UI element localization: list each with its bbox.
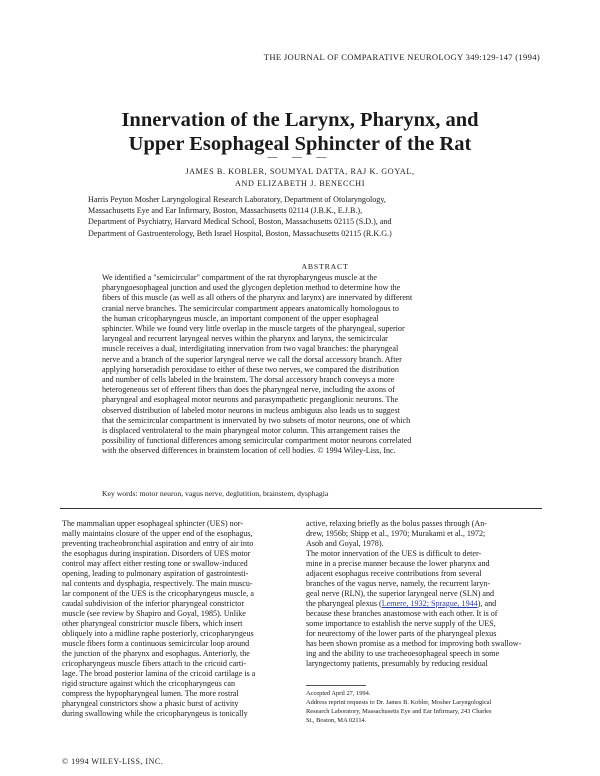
body-line: ing and the ability to use tracheoesophageal speech in some xyxy=(306,649,500,658)
abstract-line: muscle receives a dual, interdigitating innervation from two vagal branches: the pharyngeal xyxy=(102,344,399,354)
affiliation-line: Massachusetts Eye and Ear Infirmary, Boston, Massachusetts 02114 (J.B.K., E.J.B.), xyxy=(88,206,363,216)
footnote-line: Research Laboratory, Massachusetts Eye and Ear Infirmary, 243 Charles xyxy=(306,708,492,715)
body-line: for neurectomy of the lower parts of the pharyngeal plexus xyxy=(306,629,497,638)
abstract-line: sphincter. While we found very little overlap in the muscle targets of the pharyngeal, superior xyxy=(102,324,405,334)
body-line: pharyngeal constrictors show a phasic burst of activity xyxy=(62,699,239,708)
journal-header: THE JOURNAL OF COMPARATIVE NEUROLOGY 349:129-147 (1994) xyxy=(263,52,540,62)
affiliation-line: Harris Peyton Mosher Laryngological Research Laboratory, Department of Otolaryngology, xyxy=(88,195,386,204)
body-line: muscle (see review by Shapiro and Goyal, 1985). Unlike xyxy=(62,609,246,618)
affiliation-line: Department of Gastroenterology, Beth Israel Hospital, Boston, Massachusetts 02115 (R.K.G.) xyxy=(88,228,392,238)
body-line: drew, 1956b; Shipp et al., 1970; Murakami et al., 1972; xyxy=(306,529,486,538)
footnote xyxy=(306,689,538,725)
affiliation-line: Department of Psychiatry, Harvard Medical School, Boston, Massachusetts 02115 (S.D.), and xyxy=(88,217,392,227)
abstract-line: We identified a "semicircular" compartment of the rat thyropharyngeus muscle at the xyxy=(102,273,377,282)
author-line: AND ELIZABETH J. BENECCHI xyxy=(234,179,366,188)
title-separator: — — — xyxy=(267,152,333,163)
body-line: obliquely into a midline raphe posteriorly, cricopharyngeus xyxy=(62,629,254,638)
body-line: because these branches anastomose with each other. It is of xyxy=(306,609,498,618)
abstract-line: that the semicircular compartment is innervated by two subsets of motor neurons, one of which xyxy=(102,415,411,425)
body-line: has been shown promise as a method for improving both swallow- xyxy=(306,639,522,648)
body-line: mine in a precise manner because the lower pharynx and xyxy=(306,559,490,568)
body-line: some importance to establish the nerve supply of the UES, xyxy=(306,619,496,628)
footnote-divider xyxy=(306,685,366,686)
body-line: during swallowing while the cricopharyngeus is tonically xyxy=(62,709,248,718)
body-line: other pharyngeal constrictor muscle fibers, which insert xyxy=(62,619,243,628)
body-line: lage. The broad posterior lamina of the cricoid cartilage is a xyxy=(62,669,256,678)
abstract-line: cranial nerve branches. The semicircular compartment appears anatomically homologous to xyxy=(102,303,399,313)
copyright-notice: © 1994 WILEY-LISS, INC. xyxy=(62,757,164,766)
author-line: JAMES B. KOBLER, SOUMYAL DATTA, RAJ K. GOYAL, xyxy=(185,167,415,176)
citation-link[interactable]: Lemere, 1932; Sprague, 1944 xyxy=(381,599,478,608)
body-line: The mammalian upper esophageal sphincter (UES) nor- xyxy=(62,519,243,528)
body-line: the junction of the pharynx and esophagus. Anteriorly, the xyxy=(62,649,250,658)
footnote-line: Address reprint requests to Dr. James B. Kobler, Mosher Laryngological xyxy=(306,699,492,706)
title-line: Innervation of the Larynx, Pharynx, and xyxy=(121,109,479,131)
body-line: compress the hypopharyngeal lumen. The more rostral xyxy=(62,689,239,698)
title-line: Upper Esophageal Sphincter of the Rat xyxy=(128,133,472,155)
abstract-body xyxy=(102,273,542,457)
abstract-line: with the observed differences in brainstem location of cell bodies. © 1994 Wiley-Liss, Inc. xyxy=(102,446,396,456)
body-line: rigid structure against which the cricopharyngeus can xyxy=(62,679,236,688)
body-column-right xyxy=(306,519,534,669)
body-line: caudal subdivision of the inferior pharyngeal constrictor xyxy=(62,599,245,608)
body-line: active, relaxing briefly as the bolus passes through (An- xyxy=(306,519,487,528)
body-line: nal contents and dysphagia, respectively. The main muscu- xyxy=(62,579,253,588)
body-line: cricopharyngeus muscle fibers attach to the cricoid carti- xyxy=(62,659,247,668)
article-title xyxy=(60,108,540,156)
body-line: the esophagus during inspiration. Disorders of UES motor xyxy=(62,549,251,558)
body-text: ), and xyxy=(477,599,497,608)
abstract-heading: ABSTRACT xyxy=(301,262,349,271)
keywords: Key words: motor neuron, vagus nerve, deglutition, brainstem, dysphagia xyxy=(102,489,329,498)
body-line: geal nerve (RLN), the superior laryngeal nerve (SLN) and xyxy=(306,589,495,598)
body-line: lar component of the UES is the cricopharyngeus muscle, a xyxy=(62,589,254,598)
body-line: opening, leading to pulmonary aspiration of gastrointesti- xyxy=(62,569,249,578)
body-line: preventing tracheobronchial aspiration and entry of air into xyxy=(62,539,254,548)
abstract-line: the human cricopharyngeus muscle, an important component of the upper esophageal xyxy=(102,313,379,323)
abstract-line: nerve and a branch of the superior laryngeal nerve we call the dorsal accessory branch. After xyxy=(102,354,402,364)
body-column-left xyxy=(62,519,290,719)
abstract-line: pharyngeal and esophageal motor neurons and parasympathetic preganglionic neurons. The xyxy=(102,395,399,405)
abstract-line: observed distribution of labeled motor neurons in nucleus ambiguus also leads us to suggest xyxy=(102,405,400,415)
body-line: control may affect either resting tone or swallow-induced xyxy=(62,559,248,568)
affiliations xyxy=(88,194,548,239)
body-line: Asoh and Goyal, 1978). xyxy=(306,539,384,548)
abstract-line: laryngeal and recurrent laryngeal nerves within the pharynx and larynx, the semicircular xyxy=(102,334,388,344)
abstract-line: pharyngoesophageal junction and used the glycogen depletion method to determine how the xyxy=(102,283,401,293)
body-line: laryngectomy patients, presumably by reducing residual xyxy=(306,659,488,668)
body-text: the pharyngeal plexus ( xyxy=(306,599,382,608)
body-line: adjacent esophagus receive contributions from several xyxy=(306,569,482,578)
abstract-line: fibers of this muscle (as well as all others of the pharynx and larynx) are innervated by different xyxy=(102,293,413,303)
body-line: The motor innervation of the UES is difficult to deter- xyxy=(306,549,482,558)
body-line: muscle fibers form a continuous semicircular loop around xyxy=(62,639,250,648)
abstract-line: possibility of functional differences among semicircular compartment motor neurons correlated xyxy=(102,436,412,446)
section-divider xyxy=(60,508,542,509)
abstract-line: applying horseradish peroxidase to either of these two nerves, we compared the distribution xyxy=(102,364,399,374)
footnote-line: Accepted April 27, 1994. xyxy=(306,690,371,697)
body-line: branches of the vagus nerve, namely, the recurrent laryn- xyxy=(306,579,491,588)
body-line: mally maintains closure of the upper end of the esophagus, xyxy=(62,529,253,538)
abstract-line: is displaced ventrolateral to the main pharyngeal motor column. This arrangement raises the xyxy=(102,426,401,436)
author-list xyxy=(60,166,540,190)
abstract-line: and number of cells labeled in the brainstem. The dorsal accessory branch conveys a more xyxy=(102,375,395,385)
abstract-line: heterogeneous set of efferent fibers than does the pharyngeal nerve, including the axons of xyxy=(102,385,395,395)
body-line-with-citation xyxy=(306,599,534,609)
footnote-line: St., Boston, MA 02114. xyxy=(306,717,367,724)
